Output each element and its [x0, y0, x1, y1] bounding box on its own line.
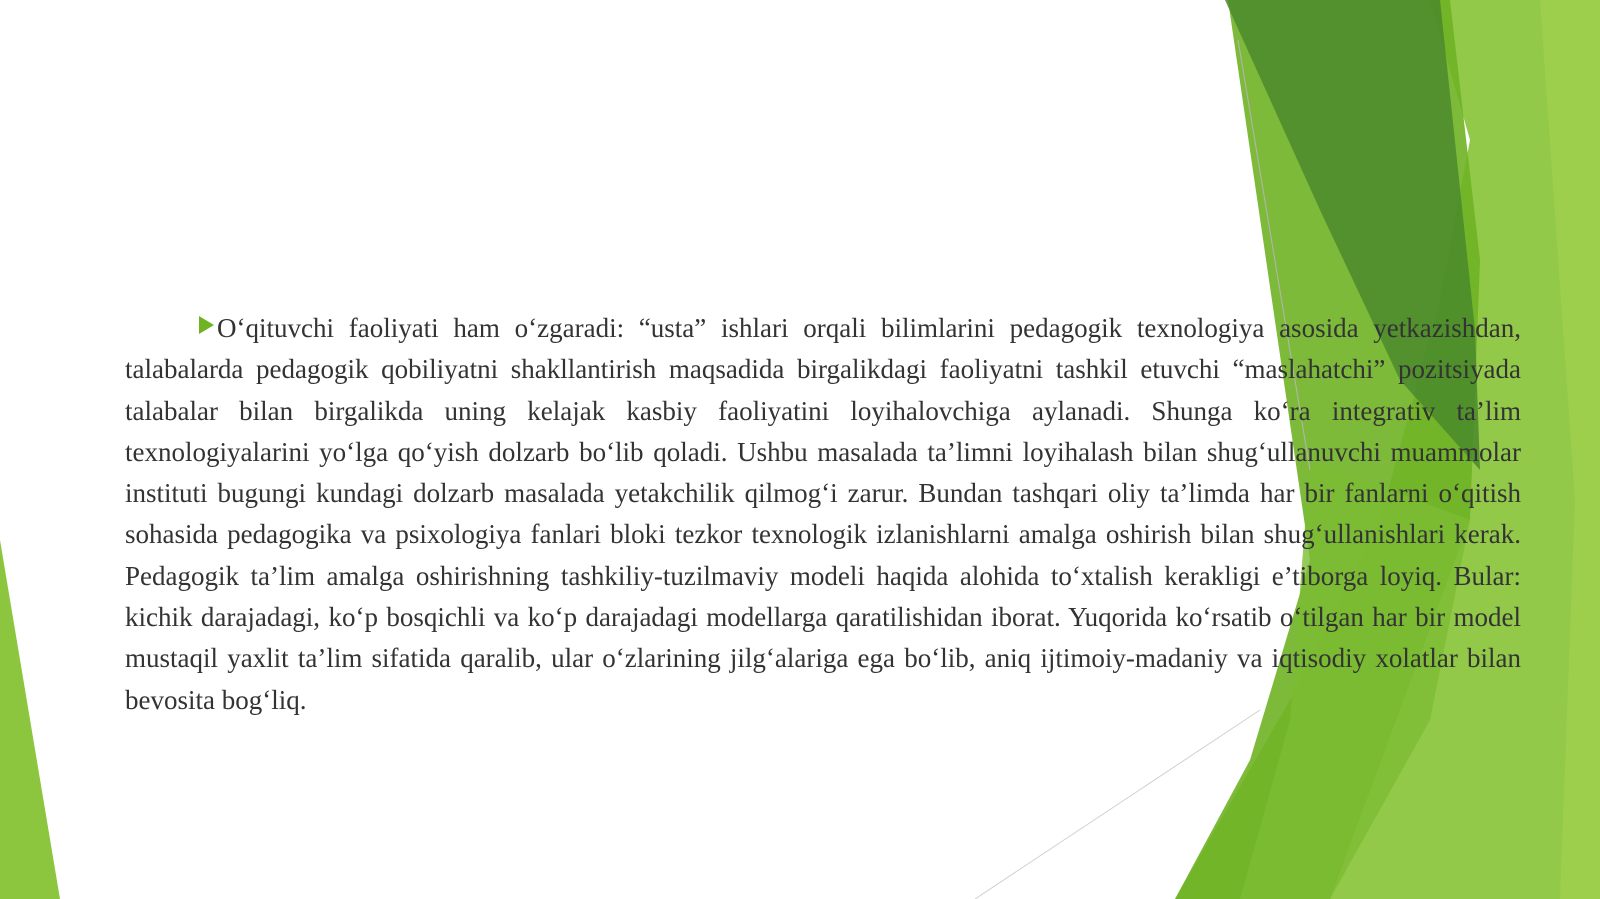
- slide-paragraph: O‘qituvchi faoliyati ham o‘zgaradi: “usta” ishlari orqali bilimlarini pedagogik texnologiya asosida yetkazishdan, talabalarda pedagogik qobiliyatni shakllantirish maqsadida birgalikdagi faoliyatni tashkil etuvchi “maslahatchi” pozitsiyada talabalar bilan birgalikda uning kelajak kasbiy faoliyatini loyihalovchiga aylanadi. Shunga ko‘ra integrativ ta’lim texnologiyalarini yo‘lga qo‘yish dolzarb bo‘lib qoladi. Ushbu masalada ta’limni loyihalash bilan shug‘ullanuvchi muammolar instituti bugungi kundagi dolzarb masalada yetakchilik qilmog‘i zarur. Bundan tashqari oliy ta’limda har bir fanlarni o‘qitish sohasida pedagogika va psixologiya fanlari bloki tezkor texnologik izlanishlarni amalga oshirish bilan shug‘ullanishlari kerak. Pedagogik ta’lim amalga oshirishning tashkiliy-tuzilmaviy modeli haqida alohida to‘xtalish kerakligi e’tiborga loyiq. Bular: kichik darajadagi, ko‘p bosqichli va ko‘p darajadagi modellarga qaratilishidan iborat. Yuqorida ko‘rsatib o‘tilgan har bir model mustaqil yaxlit ta’lim sifatida qaralib, ular o‘zlarining jilg‘alariga ega bo‘lib, aniq ijtimoiy-madaniy va iqtisodiy xolatlar bilan bevosita bog‘liq.: [125, 313, 1521, 715]
- left-green-sliver: [0, 540, 60, 899]
